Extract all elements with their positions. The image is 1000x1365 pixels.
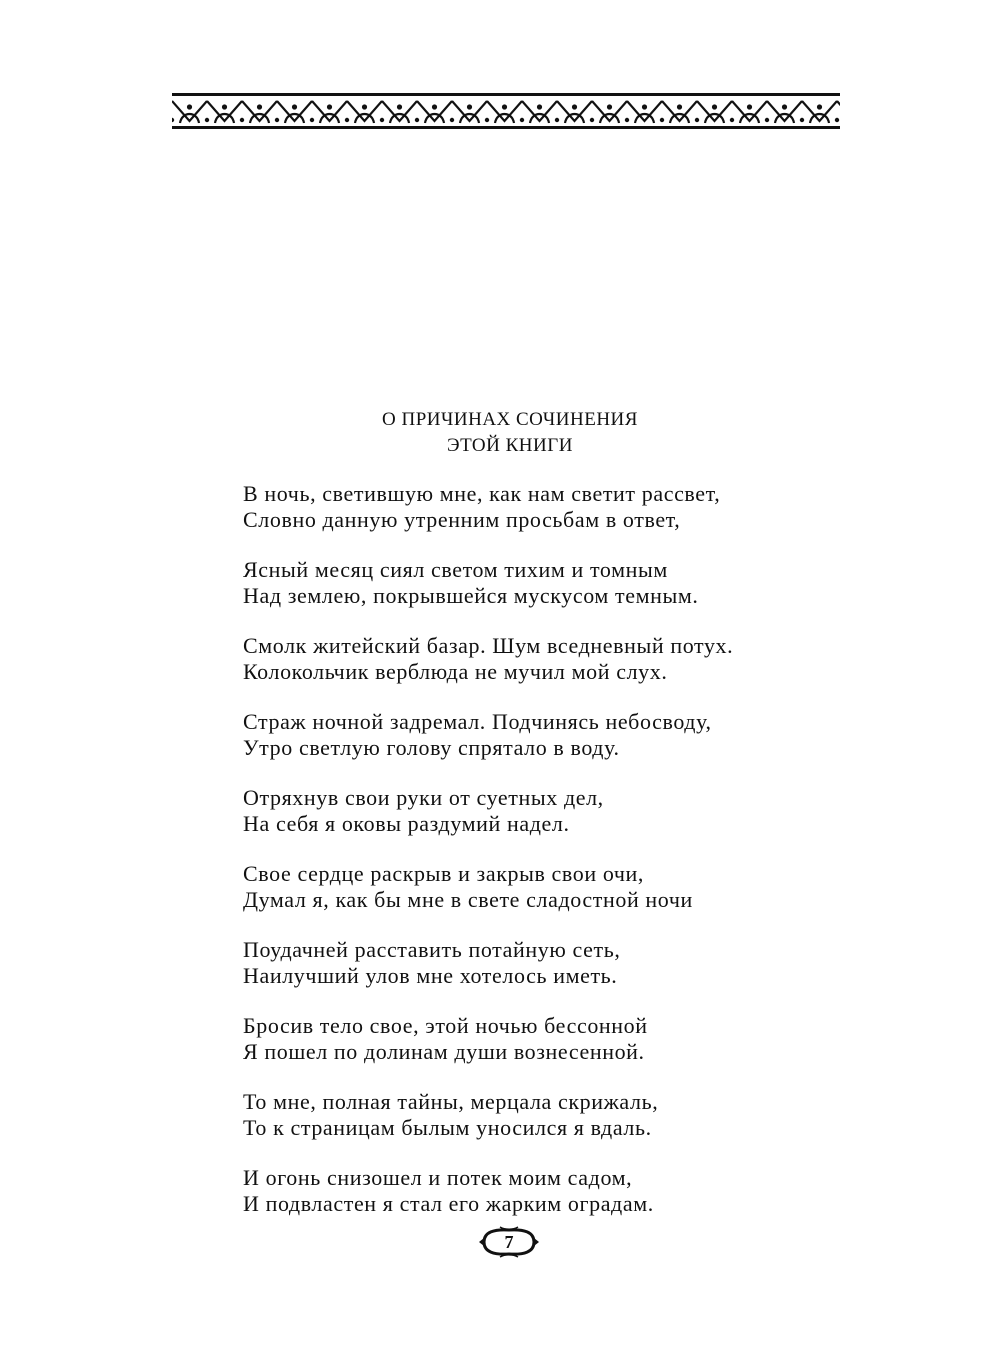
poem-line: Наилучший улов мне хотелось иметь. (243, 963, 618, 988)
poem-line: Поудачней расставить потайную сеть, (243, 937, 621, 962)
poem-line: И огонь снизошел и потек моим садом, (243, 1165, 633, 1190)
stanza (243, 633, 843, 685)
stanza (243, 937, 843, 989)
poem-line: Я пошел по долинам души вознесенной. (243, 1039, 645, 1064)
poem-line: То мне, полная тайны, мерцала скрижаль, (243, 1089, 659, 1114)
stanza (243, 861, 843, 913)
arabesque-border-icon (172, 93, 840, 129)
poem-line: На себя я оковы раздумий надел. (243, 811, 570, 836)
poem-line: Думал я, как бы мне в свете сладостной ночи (243, 887, 693, 912)
poem-line: Над землею, покрывшейся мускусом темным. (243, 583, 699, 608)
page-number: 7 (504, 1232, 514, 1252)
poem-line: Отряхнув свои руки от суетных дел, (243, 785, 604, 810)
poem-line: Бросив тело свое, этой ночью бессонной (243, 1013, 648, 1038)
poem-line: Ясный месяц сиял светом тихим и томным (243, 557, 668, 582)
title-line-1: О ПРИЧИНАХ СОЧИНЕНИЯ (382, 409, 638, 430)
stanza (243, 1013, 843, 1065)
poem-line: В ночь, светившую мне, как нам светит рассвет, (243, 481, 721, 506)
poem-line: Утро светлую голову спрятало в воду. (243, 735, 620, 760)
poem-line: Страж ночной задремал. Подчинясь небосводу, (243, 709, 712, 734)
stanza (243, 557, 843, 609)
poem-line: То к страницам былым уносился я вдаль. (243, 1115, 652, 1140)
stanza (243, 481, 843, 533)
stanza (243, 1089, 843, 1141)
poem-line: И подвластен я стал его жарким оградам. (243, 1191, 654, 1216)
poem (243, 481, 843, 1241)
stanza (243, 785, 843, 837)
stanza (243, 709, 843, 761)
poem-line: Колокольчик верблюда не мучил мой слух. (243, 659, 668, 684)
title-line-2: ЭТОЙ КНИГИ (447, 435, 573, 456)
poem-line: Словно данную утренним просьбам в ответ, (243, 507, 681, 532)
stanza (243, 1165, 843, 1217)
poem-line: Смолк житейский базар. Шум вседневный потух. (243, 633, 734, 658)
poem-line: Свое сердце раскрыв и закрыв свои очи, (243, 861, 644, 886)
